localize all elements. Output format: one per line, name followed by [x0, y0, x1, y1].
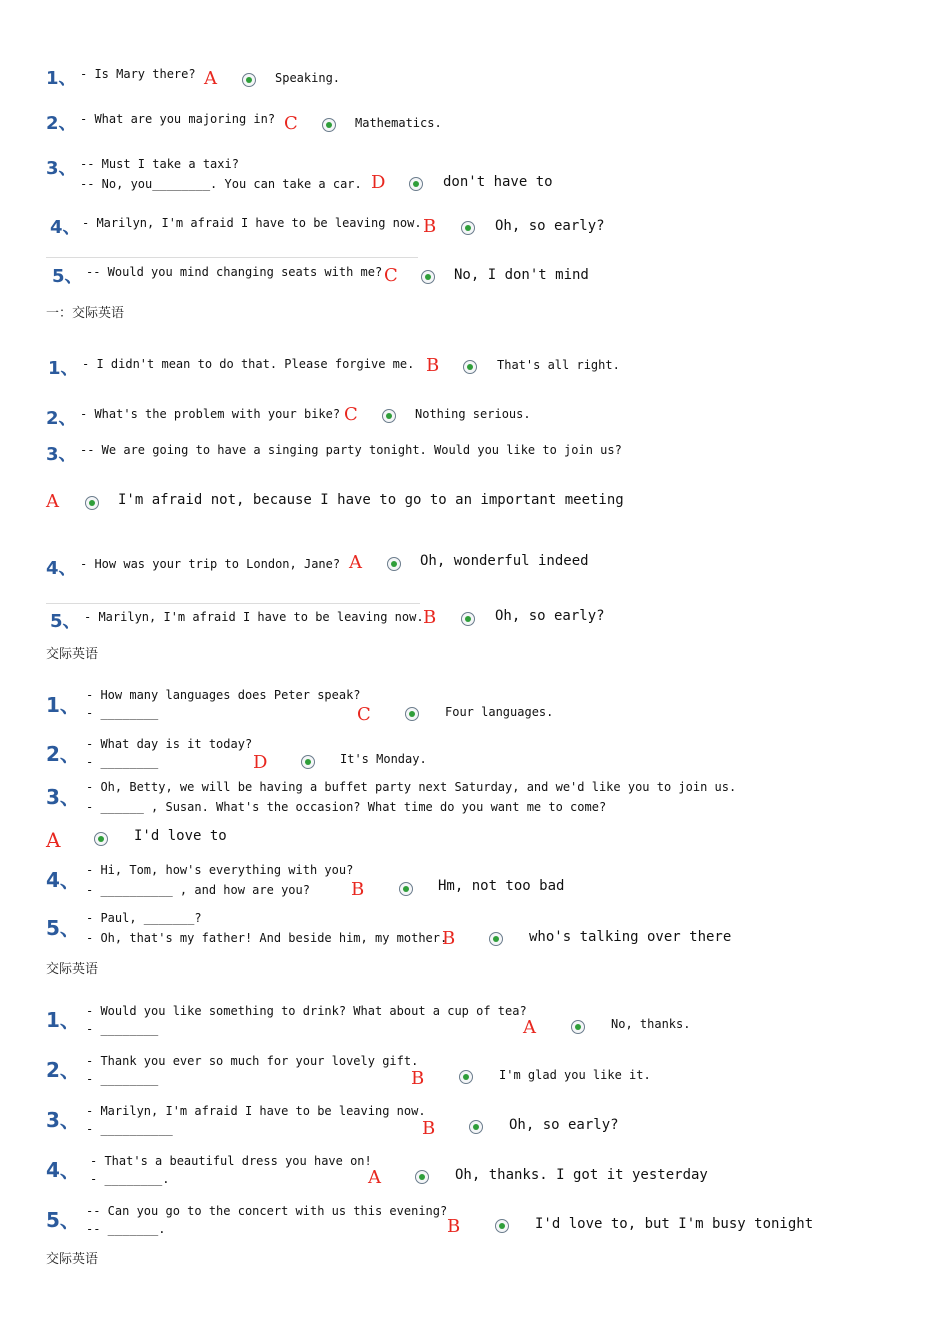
- question-number: 3、: [46, 1108, 80, 1132]
- answer-letter: D: [371, 172, 386, 193]
- answer-letter: A: [523, 1017, 536, 1038]
- question-number: 3、: [46, 158, 77, 179]
- question-text: - __________ , and how are you?: [86, 883, 310, 897]
- answer-letter: A: [204, 68, 217, 89]
- selected-radio[interactable]: [94, 832, 108, 846]
- answer-option: No, thanks.: [611, 1017, 691, 1031]
- question-text: - ________: [86, 1022, 159, 1036]
- question-text: - ________.: [90, 1172, 170, 1186]
- selected-radio[interactable]: [463, 360, 477, 374]
- answer-option: That's all right.: [497, 358, 620, 372]
- selected-radio[interactable]: [242, 73, 256, 87]
- answer-letter: C: [284, 113, 298, 134]
- question-text: -- Must I take a taxi?: [80, 157, 239, 171]
- question-text: - I didn't mean to do that. Please forgive me.: [82, 357, 415, 371]
- question-text: - Marilyn, I'm afraid I have to be leaving now.: [82, 216, 422, 230]
- question-number: 2、: [46, 742, 80, 766]
- answer-letter: C: [384, 265, 398, 286]
- section-heading: 交际英语: [46, 1252, 99, 1267]
- answer-option: Mathematics.: [355, 116, 442, 130]
- question-text: - __________: [86, 1122, 173, 1136]
- answer-option: Oh, so early?: [495, 608, 605, 624]
- question-number: 5、: [50, 611, 81, 632]
- selected-radio[interactable]: [571, 1020, 585, 1034]
- question-text: - Marilyn, I'm afraid I have to be leaving now.: [84, 610, 424, 624]
- section-heading: 交际英语: [46, 962, 99, 977]
- question-number: 1、: [46, 1008, 80, 1032]
- answer-letter: C: [357, 704, 371, 725]
- answer-option: Four languages.: [445, 705, 554, 719]
- answer-letter: B: [423, 607, 437, 628]
- question-text: - ________: [86, 706, 159, 720]
- question-number: 5、: [46, 1208, 80, 1232]
- question-text: -- We are going to have a singing party tonight. Would you like to join us?: [80, 443, 622, 457]
- selected-radio[interactable]: [421, 270, 435, 284]
- selected-radio[interactable]: [399, 882, 413, 896]
- divider: [46, 257, 418, 258]
- answer-option: I'd love to, but I'm busy tonight: [535, 1216, 814, 1232]
- question-number: 5、: [46, 916, 80, 940]
- section-heading: 交际英语: [46, 647, 99, 662]
- answer-option: who's talking over there: [529, 929, 732, 945]
- question-text: - What day is it today?: [86, 737, 253, 751]
- question-number: 4、: [46, 1158, 80, 1182]
- question-text: - How many languages does Peter speak?: [86, 688, 361, 702]
- question-number: 5、: [52, 266, 83, 287]
- question-number: 2、: [46, 408, 77, 429]
- question-number: 2、: [46, 113, 77, 134]
- question-text: - ________: [86, 755, 159, 769]
- selected-radio[interactable]: [409, 177, 423, 191]
- question-text: - Would you like something to drink? What about a cup of tea?: [86, 1004, 527, 1018]
- question-text: - Is Mary there?: [80, 67, 196, 81]
- selected-radio[interactable]: [382, 409, 396, 423]
- answer-option: It's Monday.: [340, 752, 427, 766]
- answer-letter: B: [422, 1118, 436, 1139]
- question-text: - What are you majoring in?: [80, 112, 276, 126]
- question-number: 1、: [48, 358, 79, 379]
- answer-letter: B: [442, 928, 456, 949]
- selected-radio[interactable]: [469, 1120, 483, 1134]
- answer-letter: B: [426, 355, 440, 376]
- question-text: -- _______.: [86, 1222, 166, 1236]
- question-number: 2、: [46, 1058, 80, 1082]
- selected-radio[interactable]: [322, 118, 336, 132]
- answer-letter: B: [423, 216, 437, 237]
- question-number: 3、: [46, 444, 77, 465]
- answer-option: Speaking.: [275, 71, 341, 85]
- selected-radio[interactable]: [415, 1170, 429, 1184]
- answer-letter: B: [351, 879, 365, 900]
- question-number: 4、: [46, 558, 77, 579]
- answer-letter: B: [411, 1068, 425, 1089]
- selected-radio[interactable]: [301, 755, 315, 769]
- selected-radio[interactable]: [461, 612, 475, 626]
- selected-radio[interactable]: [489, 932, 503, 946]
- question-text: - Oh, Betty, we will be having a buffet party next Saturday, and we'd like you to join us.: [86, 780, 737, 794]
- question-number: 1、: [46, 693, 80, 717]
- question-text: - Hi, Tom, how's everything with you?: [86, 863, 354, 877]
- answer-option: Oh, wonderful indeed: [420, 553, 589, 569]
- answer-letter: A: [46, 491, 59, 512]
- question-text: -- No, you________. You can take a car.: [80, 177, 362, 191]
- question-number: 4、: [50, 217, 81, 238]
- answer-option: I'd love to: [134, 828, 227, 844]
- question-number: 4、: [46, 868, 80, 892]
- answer-option: Nothing serious.: [415, 407, 531, 421]
- selected-radio[interactable]: [461, 221, 475, 235]
- answer-letter: C: [344, 404, 358, 425]
- answer-letter: B: [447, 1216, 461, 1237]
- question-text: -- Can you go to the concert with us this evening?: [86, 1204, 448, 1218]
- selected-radio[interactable]: [459, 1070, 473, 1084]
- answer-letter: D: [253, 752, 268, 773]
- selected-radio[interactable]: [405, 707, 419, 721]
- selected-radio[interactable]: [495, 1219, 509, 1233]
- answer-letter: A: [46, 828, 61, 852]
- question-text: - Oh, that's my father! And beside him, my mother.: [86, 931, 448, 945]
- answer-option: No, I don't mind: [454, 267, 589, 283]
- answer-option: don't have to: [443, 174, 553, 190]
- question-number: 3、: [46, 785, 80, 809]
- section-heading: 一：交际英语: [46, 306, 125, 321]
- question-text: - How was your trip to London, Jane?: [80, 557, 341, 571]
- answer-option: Oh, so early?: [495, 218, 605, 234]
- answer-option: I'm afraid not, because I have to go to an important meeting: [118, 492, 624, 508]
- question-text: - Paul, _______?: [86, 911, 202, 925]
- answer-option: Hm, not too bad: [438, 878, 565, 894]
- answer-letter: A: [368, 1167, 381, 1188]
- answer-option: Oh, thanks. I got it yesterday: [455, 1167, 708, 1183]
- question-text: - ________: [86, 1072, 159, 1086]
- question-text: - Thank you ever so much for your lovely gift.: [86, 1054, 419, 1068]
- question-text: - Marilyn, I'm afraid I have to be leaving now.: [86, 1104, 426, 1118]
- question-text: -- Would you mind changing seats with me?: [86, 265, 383, 279]
- answer-letter: A: [349, 552, 362, 573]
- question-text: - ______ , Susan. What's the occasion? What time do you want me to come?: [86, 800, 607, 814]
- selected-radio[interactable]: [85, 496, 99, 510]
- selected-radio[interactable]: [387, 557, 401, 571]
- question-text: - What's the problem with your bike?: [80, 407, 341, 421]
- answer-option: I'm glad you like it.: [499, 1068, 651, 1082]
- divider: [46, 603, 420, 604]
- answer-option: Oh, so early?: [509, 1117, 619, 1133]
- question-text: - That's a beautiful dress you have on!: [90, 1154, 372, 1168]
- question-number: 1、: [46, 68, 77, 89]
